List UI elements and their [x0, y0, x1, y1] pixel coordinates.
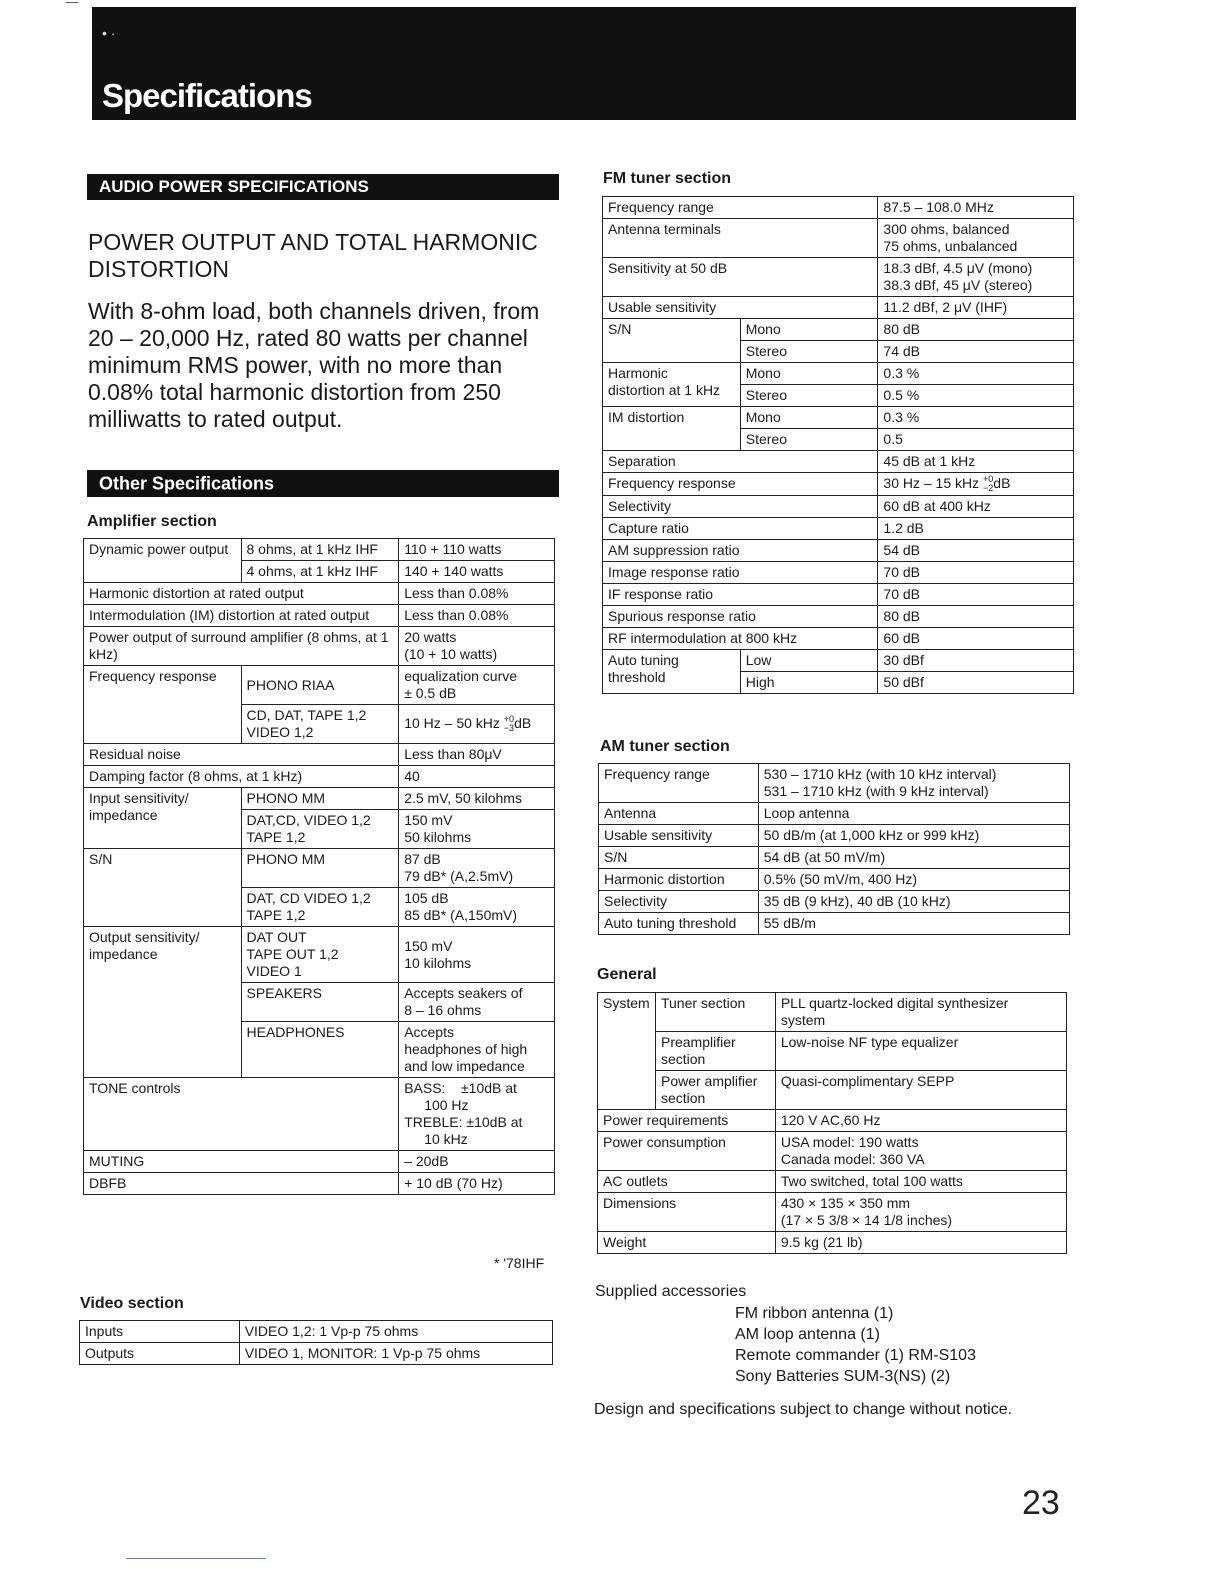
power-output-paragraph — [88, 298, 539, 433]
para-line: milliwatts to rated output. — [88, 406, 343, 432]
cond-line: VIDEO 1,2 — [246, 724, 314, 740]
accessory-item: AM loop antenna (1) — [735, 1326, 880, 1343]
fm-table — [602, 196, 1074, 694]
sub-cell — [655, 1071, 775, 1110]
value-line: 430 × 135 × 350 mm — [780, 1195, 911, 1211]
value-cell — [399, 849, 555, 888]
cond-line: DAT,CD, VIDEO 1,2 — [246, 812, 371, 828]
fm-row-label: Spurious response ratio — [603, 606, 878, 628]
value-line: 85 dB* (A,150mV) — [404, 907, 518, 923]
top-rule — [66, 2, 78, 3]
fm-mode: Mono — [740, 363, 878, 385]
value-cell: 110 + 110 watts — [399, 539, 555, 561]
fm-row-label: Sensitivity at 50 dB — [603, 258, 878, 297]
value-line: Accepts — [404, 1024, 454, 1040]
label-line: Harmonic — [608, 365, 668, 381]
general-row-label: AC outlets — [598, 1171, 776, 1193]
value-line: 50 kilohms — [404, 829, 472, 845]
value-line: 150 mV — [404, 812, 453, 828]
amplifier-table — [83, 538, 555, 1195]
value-line: and low impedance — [404, 1058, 525, 1074]
value-cell — [399, 666, 555, 705]
value-line: 10 kilohms — [404, 954, 472, 971]
value-cell — [399, 983, 555, 1022]
fm-mode: Stereo — [740, 429, 878, 451]
cond-cell — [241, 705, 399, 744]
para-line: minimum RMS power, with no more than — [88, 352, 503, 378]
value-line: 531 – 1710 kHz (with 9 kHz interval) — [763, 783, 989, 799]
fm-row-value: 80 dB — [878, 606, 1074, 628]
cond-line: TAPE OUT 1,2 — [246, 946, 339, 962]
value-cell — [399, 1022, 555, 1078]
value-line: (17 × 5 3/8 × 14 1/8 inches) — [780, 1212, 953, 1228]
fm-row-value: 60 dB — [878, 628, 1074, 650]
cond-cell: 4 ohms, at 1 kHz IHF — [241, 561, 399, 583]
unit: dB — [514, 714, 532, 731]
video-row-value: VIDEO 1,2: 1 Vp-p 75 ohms — [239, 1321, 552, 1343]
value-cell: – 20dB — [399, 1151, 555, 1173]
am-row-value: Loop antenna — [758, 803, 1069, 825]
other-specs-bar — [87, 470, 559, 497]
heading-line-1: POWER OUTPUT AND TOTAL HARMONIC — [88, 229, 538, 255]
value-line: 530 – 1710 kHz (with 10 kHz interval) — [763, 766, 997, 782]
value-line: TREBLE: ±10dB at — [404, 1114, 523, 1130]
other-specs-bar-label: Other Specifications — [99, 473, 275, 493]
fm-section-title: FM tuner section — [603, 170, 732, 187]
para-line: 20 – 20,000 Hz, rated 80 watts per channel — [88, 325, 528, 351]
general-section-title: General — [597, 966, 657, 983]
fm-mode: Low — [740, 650, 878, 672]
am-row-value: 54 dB (at 50 mV/m) — [758, 847, 1069, 869]
general-row-value — [775, 1132, 1066, 1171]
cond-line: DAT OUT — [246, 929, 307, 945]
fm-mode: Mono — [740, 319, 878, 341]
tol-down: −2 — [983, 483, 994, 494]
value-cell — [399, 1078, 555, 1151]
value-line: 105 dB — [404, 890, 449, 906]
value-cell: Less than 0.08% — [399, 583, 555, 605]
value-line: 300 ohms, balanced — [883, 221, 1010, 237]
value-line: system — [780, 1012, 826, 1028]
am-row-value: 35 dB (9 kHz), 40 dB (10 kHz) — [758, 891, 1069, 913]
cond-line: TAPE 1,2 — [246, 907, 306, 923]
general-row-value — [775, 993, 1066, 1032]
fm-row-value: 30 dBf — [878, 650, 1074, 672]
value-line: Canada model: 360 VA — [780, 1151, 925, 1167]
accessories-title: Supplied accessories — [595, 1283, 747, 1300]
tone-controls-label: TONE controls — [84, 1078, 399, 1151]
fm-row-label: Selectivity — [603, 496, 878, 518]
tol-up: +0 — [983, 474, 994, 485]
value-cell: 2.5 mV, 50 kilohms — [399, 788, 555, 810]
fm-row-label: AM suppression ratio — [603, 540, 878, 562]
unit: dB — [993, 475, 1011, 491]
change-notice: Design and specifications subject to change without notice. — [594, 1401, 1013, 1418]
am-row-value — [758, 764, 1069, 803]
fm-mode: Stereo — [740, 385, 878, 407]
intermod-label: Intermodulation (IM) distortion at rated output — [84, 605, 399, 627]
fm-mode: Stereo — [740, 341, 878, 363]
cond-cell: SPEAKERS — [241, 983, 399, 1022]
fm-mode: Mono — [740, 407, 878, 429]
fm-row-value: 60 dB at 400 kHz — [878, 496, 1074, 518]
cond-cell — [241, 888, 399, 927]
value-line: (10 + 10 watts) — [404, 646, 498, 662]
video-table — [79, 1320, 553, 1365]
fm-row-value: 0.3 % — [878, 363, 1074, 385]
cond-line: TAPE 1,2 — [246, 829, 306, 845]
video-row-label: Outputs — [80, 1343, 240, 1365]
fm-row-value: 0.5 % — [878, 385, 1074, 407]
output-sensitivity-label: Output sensitivity/ impedance — [84, 927, 242, 1078]
am-table — [598, 763, 1070, 935]
value-line: 20 watts — [404, 629, 457, 645]
cond-cell — [241, 810, 399, 849]
value-line: BASS: ±10dB at — [404, 1080, 517, 1096]
para-line: 0.08% total harmonic distortion from 250 — [88, 379, 501, 405]
value-cell — [399, 810, 555, 849]
label-line: threshold — [608, 669, 666, 686]
cond-cell: PHONO RIAA — [241, 666, 399, 705]
fm-row-value: 1.2 dB — [878, 518, 1074, 540]
audio-power-bar — [87, 174, 559, 200]
general-row-value: Two switched, total 100 watts — [775, 1171, 1066, 1193]
accessories-list — [735, 1303, 976, 1387]
general-row-value — [775, 1193, 1066, 1232]
value-cell: Less than 80μV — [399, 744, 555, 766]
value-line: Accepts seakers of — [404, 985, 523, 1001]
fm-sn-label: S/N — [603, 319, 741, 363]
general-row-value: 9.5 kg (21 lb) — [775, 1232, 1066, 1254]
cond-cell — [241, 927, 399, 983]
fm-row-label: Capture ratio — [603, 518, 878, 540]
value-line: 38.3 dBf, 45 μV (stereo) — [883, 277, 1033, 293]
general-row-label: Power consumption — [598, 1132, 776, 1171]
value-cell: 40 — [399, 766, 555, 788]
banner-dots: • · — [102, 25, 116, 41]
fm-row-label: Frequency response — [603, 473, 878, 496]
tol-up: +0 — [503, 714, 515, 725]
value-line: 18.3 dBf, 4.5 μV (mono) — [883, 260, 1033, 276]
fm-row-value: 0.5 — [878, 429, 1074, 451]
residual-noise-label: Residual noise — [84, 744, 399, 766]
value-line: 75 ohms, unbalanced — [883, 238, 1018, 254]
accessory-item: FM ribbon antenna (1) — [735, 1305, 894, 1322]
am-row-label: Selectivity — [599, 891, 759, 913]
general-row-label: Dimensions — [598, 1193, 776, 1232]
am-row-label: Usable sensitivity — [599, 825, 759, 847]
fm-row-value: 0.3 % — [878, 407, 1074, 429]
dynamic-power-label: Dynamic power output — [84, 539, 242, 583]
fm-auto-tuning-label — [603, 650, 741, 694]
general-row-value: Quasi-complimentary SEPP — [775, 1071, 1066, 1110]
video-row-label: Inputs — [80, 1321, 240, 1343]
fm-row-value: 45 dB at 1 kHz — [878, 451, 1074, 473]
value-line: headphones of high — [404, 1041, 528, 1057]
general-row-value: 120 V AC,60 Hz — [775, 1110, 1066, 1132]
fm-row-value — [878, 258, 1074, 297]
value-cell — [399, 927, 555, 983]
value-line: equalization curve — [404, 668, 518, 684]
value-cell: Less than 0.08% — [399, 605, 555, 627]
am-row-label: S/N — [599, 847, 759, 869]
am-row-value: 55 dB/m — [758, 913, 1069, 935]
tol-down: −3 — [503, 723, 515, 734]
cond-line: VIDEO 1 — [246, 963, 302, 979]
value-cell: 140 + 140 watts — [399, 561, 555, 583]
tolerance — [504, 715, 514, 733]
fm-row-value: 50 dBf — [878, 672, 1074, 694]
value-line: 87 dB — [404, 851, 441, 867]
general-row-label: Power requirements — [598, 1110, 776, 1132]
header-banner — [92, 7, 1076, 120]
value-line: USA model: 190 watts — [780, 1134, 919, 1150]
muting-label: MUTING — [84, 1151, 399, 1173]
fm-mode: High — [740, 672, 878, 694]
audio-power-bar-label: AUDIO POWER SPECIFICATIONS — [99, 177, 369, 196]
fm-row-label: Frequency range — [603, 197, 878, 219]
fm-row-label: Separation — [603, 451, 878, 473]
value-line: 100 Hz — [424, 1097, 469, 1113]
am-row-label: Harmonic distortion — [599, 869, 759, 891]
tolerance — [983, 475, 993, 493]
cond-cell: PHONO MM — [241, 849, 399, 888]
am-row-label: Frequency range — [599, 764, 759, 803]
fm-hd-label — [603, 363, 741, 407]
damping-label: Damping factor (8 ohms, at 1 kHz) — [84, 766, 399, 788]
fm-row-value: 74 dB — [878, 341, 1074, 363]
value-line: ± 0.5 dB — [404, 685, 457, 701]
sub-cell — [655, 1032, 775, 1071]
fm-row-value: 80 dB — [878, 319, 1074, 341]
freq-response-label: Frequency response — [84, 666, 242, 744]
cond-cell: HEADPHONES — [241, 1022, 399, 1078]
am-row-value: 0.5% (50 mV/m, 400 Hz) — [758, 869, 1069, 891]
surround-power-label: Power output of surround amplifier (8 ohms, at 1 kHz) — [84, 627, 399, 666]
value-text: 30 Hz – 15 kHz — [883, 475, 980, 491]
value-line: 150 mV — [404, 937, 453, 954]
fm-row-label: Usable sensitivity — [603, 297, 878, 319]
fm-row-value: 70 dB — [878, 562, 1074, 584]
am-row-value: 50 dB/m (at 1,000 kHz or 999 kHz) — [758, 825, 1069, 847]
value-cell — [399, 705, 555, 744]
sub-line: section — [660, 1051, 706, 1067]
input-sensitivity-label: Input sensitivity/ impedance — [84, 788, 242, 849]
system-label: System — [598, 993, 656, 1110]
video-section-title: Video section — [80, 1295, 184, 1312]
fm-row-label: Image response ratio — [603, 562, 878, 584]
fm-row-value — [878, 473, 1074, 496]
page-number: 23 — [1022, 1484, 1060, 1522]
value-line: 10 kHz — [424, 1131, 468, 1147]
sub-line: section — [660, 1090, 706, 1106]
fm-row-value: 54 dB — [878, 540, 1074, 562]
sub-cell: Tuner section — [655, 993, 775, 1032]
am-section-title: AM tuner section — [600, 738, 730, 755]
am-row-label: Antenna — [599, 803, 759, 825]
value-cell — [399, 627, 555, 666]
fm-row-value: 70 dB — [878, 584, 1074, 606]
general-row-label: Weight — [598, 1232, 776, 1254]
value-line: 8 – 16 ohms — [404, 1002, 482, 1018]
am-row-label: Auto tuning threshold — [599, 913, 759, 935]
amplifier-section-title: Amplifier section — [87, 513, 217, 530]
value-cell — [399, 888, 555, 927]
accessory-item: Sony Batteries SUM-3(NS) (2) — [735, 1368, 951, 1385]
label-line: distortion at 1 kHz — [608, 382, 721, 398]
value-line: 79 dB* (A,2.5mV) — [404, 868, 514, 884]
value-line: PLL quartz-locked digital synthesizer — [780, 995, 1009, 1011]
harmonic-distortion-label: Harmonic distortion at rated output — [84, 583, 399, 605]
cond-line: DAT, CD VIDEO 1,2 — [246, 890, 371, 906]
sub-line: Power amplifier — [660, 1073, 758, 1089]
heading-line-2: DISTORTION — [88, 256, 229, 282]
general-table — [597, 992, 1067, 1254]
cond-line: CD, DAT, TAPE 1,2 — [246, 707, 367, 723]
page-title: Specifications — [102, 77, 312, 114]
accessory-item: Remote commander (1) RM-S103 — [735, 1347, 976, 1364]
fm-row-value: 87.5 – 108.0 MHz — [878, 197, 1074, 219]
fm-row-value — [878, 219, 1074, 258]
fm-row-label: RF intermodulation at 800 kHz — [603, 628, 878, 650]
sn-label: S/N — [84, 849, 242, 927]
general-row-value: Low-noise NF type equalizer — [775, 1032, 1066, 1071]
power-output-heading — [88, 229, 538, 283]
para-line: With 8-ohm load, both channels driven, from — [88, 298, 540, 324]
bottom-rule — [126, 1558, 266, 1559]
sub-line: Preamplifier — [660, 1034, 736, 1050]
cond-cell: 8 ohms, at 1 kHz IHF — [241, 539, 399, 561]
ihf-footnote: * '78IHF — [494, 1255, 545, 1271]
dbfb-label: DBFB — [84, 1173, 399, 1195]
cond-cell: PHONO MM — [241, 788, 399, 810]
fm-im-label: IM distortion — [603, 407, 741, 451]
fm-row-label: IF response ratio — [603, 584, 878, 606]
fm-row-value: 11.2 dBf, 2 μV (IHF) — [878, 297, 1074, 319]
value-cell: + 10 dB (70 Hz) — [399, 1173, 555, 1195]
fm-row-label: Antenna terminals — [603, 219, 878, 258]
label-line: Auto tuning — [608, 652, 679, 669]
value-text: 10 Hz – 50 kHz — [404, 714, 500, 731]
video-row-value: VIDEO 1, MONITOR: 1 Vp-p 75 ohms — [239, 1343, 552, 1365]
